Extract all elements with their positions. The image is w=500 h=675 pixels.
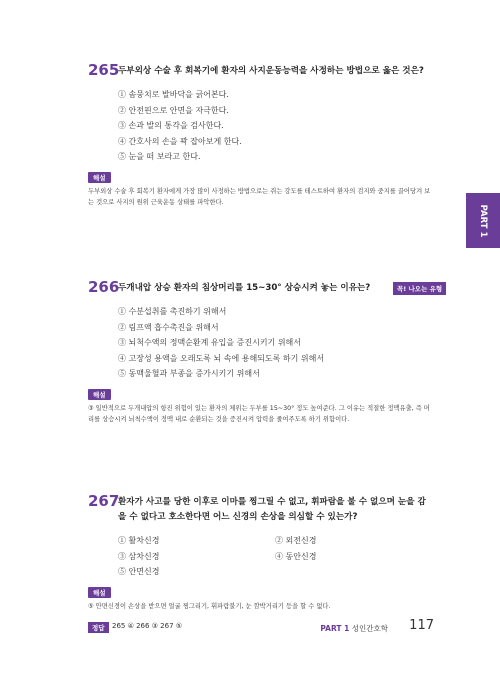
option-4: ④ 간호사의 손을 꽉 잡아보게 한다. <box>118 136 242 146</box>
option-2: ② 안전핀으로 안면을 자극한다. <box>118 105 229 115</box>
question-number: 265 <box>88 61 120 79</box>
option-5: ⑤ 동맥울혈과 부종을 증가시키기 위해서 <box>118 369 260 378</box>
option-4: ④ 동안신경 <box>275 551 317 561</box>
footer-part-label: PART 1 <box>320 624 350 633</box>
question-number: 267 <box>88 492 120 510</box>
explanation-text: 두부외상 수술 후 회복기 환자에게 가장 많이 사정하는 방법으로는 쥐는 강도를 테스트하여 환자의 검지와 중지를 끌어당겨 보는 것으로 사지의 원위 근육운동 상태를 파악한다. <box>88 187 431 206</box>
answer-key: 265 ④ 266 ③ 267 ⑤ <box>112 622 183 630</box>
option-1: ① 솜뭉치로 발바닥을 긁어본다. <box>118 90 229 99</box>
option-5: ⑤ 안면신경 <box>118 567 160 576</box>
page-number: 117 <box>409 618 434 633</box>
part-side-tab <box>466 193 500 248</box>
page-footer <box>88 618 434 635</box>
option-2: ② 외전신경 <box>275 536 317 545</box>
question-number: 266 <box>88 278 120 296</box>
explanation-label: 해설 <box>88 172 111 183</box>
explanation-text: ③ 일반적으로 두개내압의 항진 위험이 있는 환자의 체위는 두부를 15~30° 정도 높여준다. 그 이유는 적절한 정맥유출, 즉 머리를 상승시켜 뇌척수액이 정맥 내로 순환되는 것을 증진시켜 압력을 줄여주도록 하기 위함이다. <box>88 404 430 423</box>
question-text: 두개내압 상승 환자의 침상머리를 15~30° 상승시켜 놓는 이유는? <box>118 283 371 293</box>
question-text: 환자가 사고를 당한 이후로 이마를 찡그릴 수 없고, 휘파람을 불 수 없으며 눈을 감을 수 없다고 호소한다면 어느 신경의 손상을 의심할 수 있는가? <box>118 497 426 522</box>
question-266 <box>88 278 430 426</box>
part-side-tab-label: PART 1 <box>478 204 488 237</box>
option-3: ③ 뇌척수액의 정맥순환계 유입을 증진시키기 위해서 <box>118 338 302 347</box>
option-3: ③ 손과 발의 통각을 검사한다. <box>118 121 224 130</box>
option-grid <box>118 533 428 580</box>
footer-part-title: 성인간호학 <box>351 624 388 633</box>
option-2: ② 림프액 흡수촉진을 위해서 <box>118 322 219 332</box>
option-1: ① 활차신경 <box>118 536 160 545</box>
question-267 <box>88 492 428 612</box>
option-1: ① 수분섭취를 촉진하기 위해서 <box>118 307 227 316</box>
option-list <box>118 304 428 382</box>
question-text: 두부외상 수술 후 회복기에 환자의 사지운동능력을 사정하는 방법으로 옳은 것은? <box>118 66 424 76</box>
explanation-label: 해설 <box>88 587 111 598</box>
option-3: ③ 삼차신경 <box>118 551 160 561</box>
option-list <box>118 87 428 165</box>
answer-label: 정답 <box>88 622 109 633</box>
explanation-label: 해설 <box>88 389 111 400</box>
question-265 <box>88 61 431 209</box>
frequent-type-badge: 꼭! 나오는 유형 <box>393 282 446 295</box>
footer-part <box>320 623 388 634</box>
option-4: ④ 고장성 용액을 오래도록 뇌 속에 용해되도록 하기 위해서 <box>118 353 325 363</box>
option-5: ⑤ 눈을 떠 보라고 한다. <box>118 152 201 161</box>
explanation-text: ⑤ 안면신경이 손상을 받으면 얼굴 찡그리기, 휘파람불기, 눈 깜박거리기 등을 할 수 없다. <box>88 602 331 610</box>
